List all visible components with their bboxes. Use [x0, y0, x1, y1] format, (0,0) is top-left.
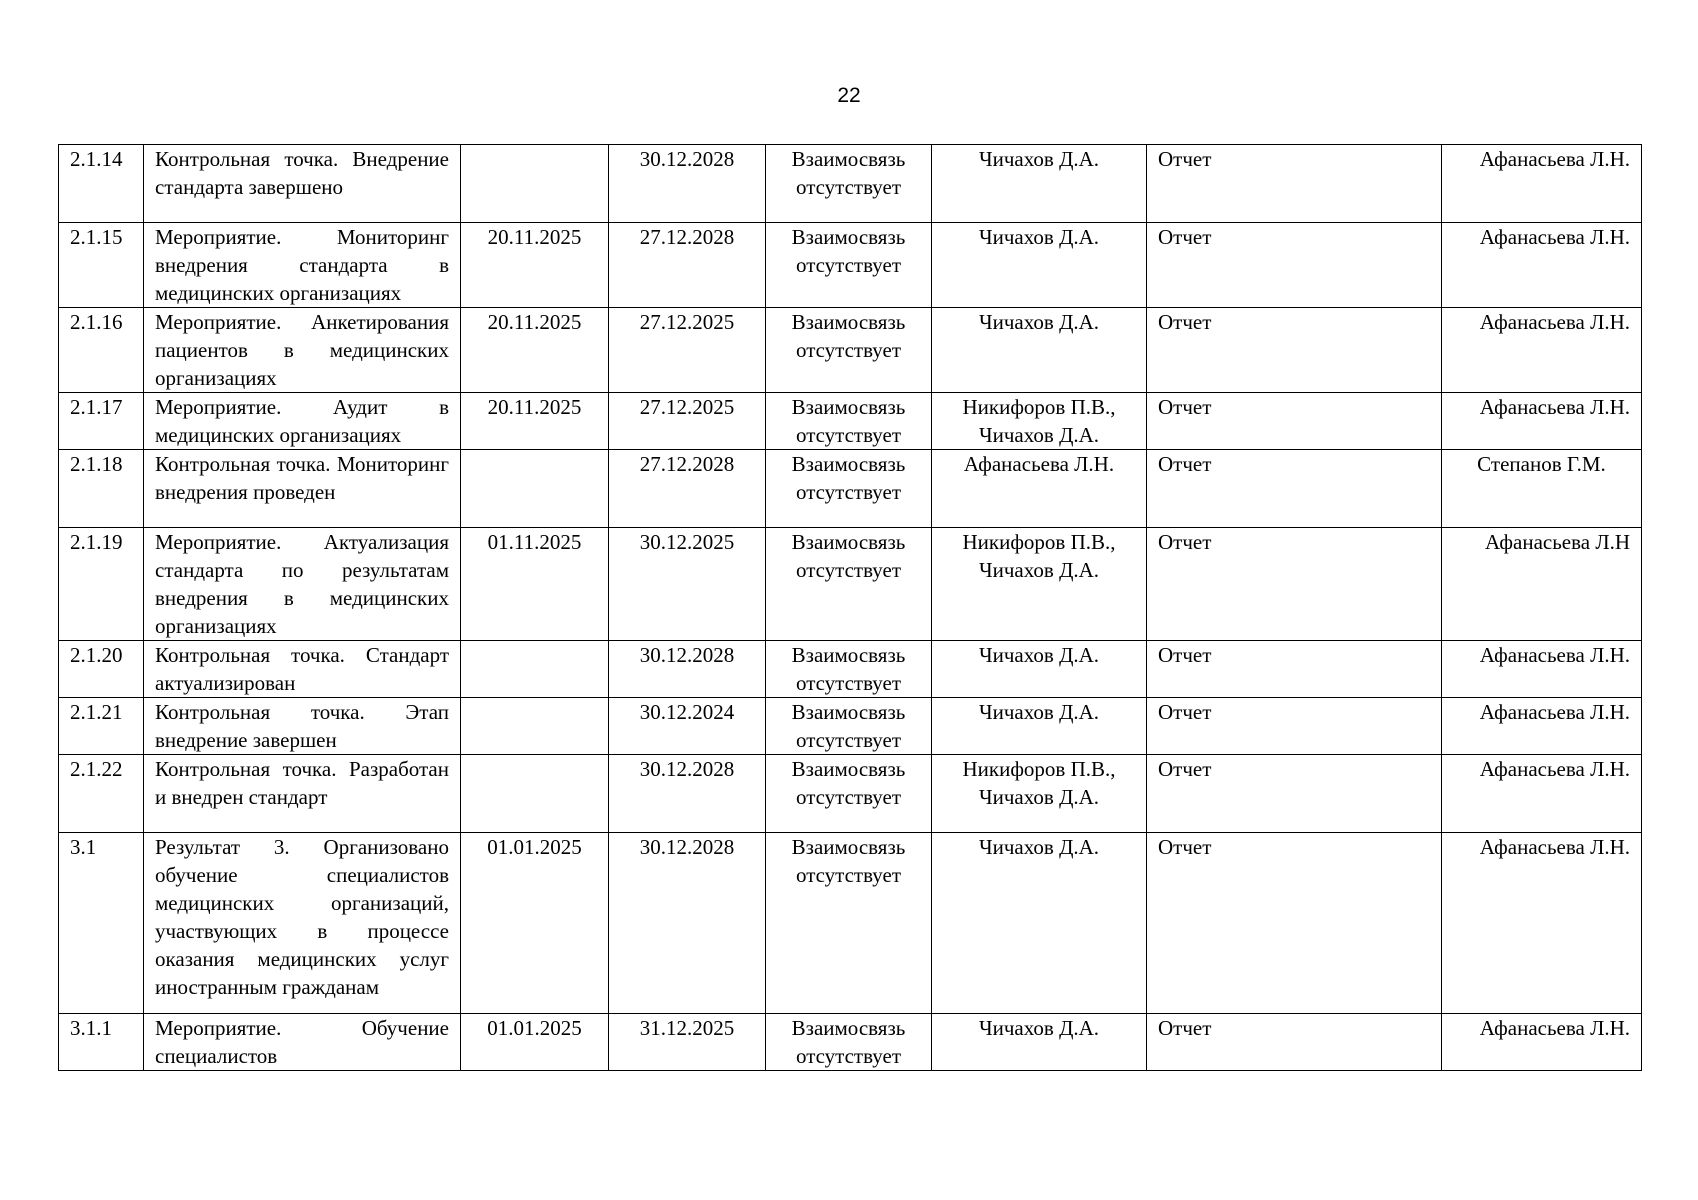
table-row: [59, 308, 1642, 393]
event-name-cell: Мероприятие. Аудит в медицинских организациях: [144, 393, 461, 450]
responsible-cell: Чичахов Д.А.: [932, 308, 1147, 393]
document-type-cell: Отчет: [1147, 698, 1442, 755]
responsible-cell: Никифоров П.В., Чичахов Д.А.: [932, 755, 1147, 833]
controller-cell: Афанасьева Л.Н.: [1442, 755, 1642, 833]
controller-cell: Афанасьева Л.Н.: [1442, 641, 1642, 698]
start-date-cell: [461, 145, 609, 223]
document-type-cell: Отчет: [1147, 223, 1442, 308]
row-number-cell: 2.1.16: [59, 308, 144, 393]
start-date-cell: [461, 641, 609, 698]
controller-cell: Степанов Г.М.: [1442, 450, 1642, 528]
document-type-cell: Отчет: [1147, 450, 1442, 528]
controller-cell: Афанасьева Л.Н.: [1442, 393, 1642, 450]
relationship-cell: Взаимосвязь отсутствует: [766, 1014, 932, 1071]
controller-cell: Афанасьева Л.Н: [1442, 528, 1642, 641]
responsible-cell: Чичахов Д.А.: [932, 223, 1147, 308]
document-type-cell: Отчет: [1147, 755, 1442, 833]
start-date-cell: [461, 755, 609, 833]
responsible-cell: Чичахов Д.А.: [932, 1014, 1147, 1071]
end-date-cell: 30.12.2025: [609, 528, 766, 641]
plan-table-body: [59, 145, 1642, 1071]
event-name-cell: Результат 3. Организовано обучение специалистов медицинских организаций, участвующих в процессе оказания медицинских услуг иностранным гражданам: [144, 833, 461, 1014]
start-date-cell: 01.01.2025: [461, 833, 609, 1014]
relationship-cell: Взаимосвязь отсутствует: [766, 641, 932, 698]
document-type-cell: Отчет: [1147, 145, 1442, 223]
responsible-cell: Афанасьева Л.Н.: [932, 450, 1147, 528]
responsible-cell: Чичахов Д.А.: [932, 145, 1147, 223]
table-row: [59, 223, 1642, 308]
end-date-cell: 30.12.2028: [609, 641, 766, 698]
responsible-cell: Никифоров П.В., Чичахов Д.А.: [932, 528, 1147, 641]
responsible-cell: Чичахов Д.А.: [932, 641, 1147, 698]
event-name-cell: Контрольная точка. Разработан и внедрен стандарт: [144, 755, 461, 833]
end-date-cell: 31.12.2025: [609, 1014, 766, 1071]
end-date-cell: 27.12.2028: [609, 223, 766, 308]
row-number-cell: 2.1.17: [59, 393, 144, 450]
relationship-cell: Взаимосвязь отсутствует: [766, 393, 932, 450]
start-date-cell: [461, 698, 609, 755]
start-date-cell: 01.01.2025: [461, 1014, 609, 1071]
controller-cell: Афанасьева Л.Н.: [1442, 833, 1642, 1014]
relationship-cell: Взаимосвязь отсутствует: [766, 833, 932, 1014]
controller-cell: Афанасьева Л.Н.: [1442, 308, 1642, 393]
table-row: [59, 755, 1642, 833]
start-date-cell: 20.11.2025: [461, 308, 609, 393]
document-type-cell: Отчет: [1147, 833, 1442, 1014]
table-row: [59, 393, 1642, 450]
end-date-cell: 30.12.2028: [609, 145, 766, 223]
controller-cell: Афанасьева Л.Н.: [1442, 223, 1642, 308]
relationship-cell: Взаимосвязь отсутствует: [766, 145, 932, 223]
event-name-cell: Контрольная точка. Этап внедрение завершен: [144, 698, 461, 755]
responsible-cell: Никифоров П.В., Чичахов Д.А.: [932, 393, 1147, 450]
document-type-cell: Отчет: [1147, 641, 1442, 698]
page-number: 22: [837, 84, 861, 107]
event-name-cell: Мероприятие. Обучение специалистов: [144, 1014, 461, 1071]
end-date-cell: 27.12.2025: [609, 393, 766, 450]
row-number-cell: 2.1.14: [59, 145, 144, 223]
end-date-cell: 30.12.2024: [609, 698, 766, 755]
row-number-cell: 3.1.1: [59, 1014, 144, 1071]
event-name-cell: Контрольная точка. Стандарт актуализирован: [144, 641, 461, 698]
end-date-cell: 27.12.2028: [609, 450, 766, 528]
table-row: [59, 833, 1642, 1014]
end-date-cell: 27.12.2025: [609, 308, 766, 393]
event-name-cell: Контрольная точка. Внедрение стандарта завершено: [144, 145, 461, 223]
table-row: [59, 698, 1642, 755]
controller-cell: Афанасьева Л.Н.: [1442, 698, 1642, 755]
row-number-cell: 2.1.22: [59, 755, 144, 833]
end-date-cell: 30.12.2028: [609, 833, 766, 1014]
start-date-cell: 01.11.2025: [461, 528, 609, 641]
relationship-cell: Взаимосвязь отсутствует: [766, 528, 932, 641]
relationship-cell: Взаимосвязь отсутствует: [766, 698, 932, 755]
row-number-cell: 2.1.21: [59, 698, 144, 755]
relationship-cell: Взаимосвязь отсутствует: [766, 450, 932, 528]
row-number-cell: 3.1: [59, 833, 144, 1014]
table-row: [59, 450, 1642, 528]
event-name-cell: Контрольная точка. Мониторинг внедрения проведен: [144, 450, 461, 528]
table-row: [59, 145, 1642, 223]
end-date-cell: 30.12.2028: [609, 755, 766, 833]
table-row: [59, 528, 1642, 641]
document-type-cell: Отчет: [1147, 308, 1442, 393]
event-name-cell: Мероприятие. Анкетирования пациентов в медицинских организациях: [144, 308, 461, 393]
responsible-cell: Чичахов Д.А.: [932, 698, 1147, 755]
start-date-cell: 20.11.2025: [461, 393, 609, 450]
row-number-cell: 2.1.18: [59, 450, 144, 528]
responsible-cell: Чичахов Д.А.: [932, 833, 1147, 1014]
table-row: [59, 641, 1642, 698]
document-type-cell: Отчет: [1147, 1014, 1442, 1071]
start-date-cell: 20.11.2025: [461, 223, 609, 308]
controller-cell: Афанасьева Л.Н.: [1442, 145, 1642, 223]
controller-cell: Афанасьева Л.Н.: [1442, 1014, 1642, 1071]
relationship-cell: Взаимосвязь отсутствует: [766, 308, 932, 393]
document-type-cell: Отчет: [1147, 528, 1442, 641]
relationship-cell: Взаимосвязь отсутствует: [766, 223, 932, 308]
start-date-cell: [461, 450, 609, 528]
row-number-cell: 2.1.20: [59, 641, 144, 698]
event-name-cell: Мероприятие. Актуализация стандарта по результатам внедрения в медицинских организациях: [144, 528, 461, 641]
event-name-cell: Мероприятие. Мониторинг внедрения стандарта в медицинских организациях: [144, 223, 461, 308]
row-number-cell: 2.1.15: [59, 223, 144, 308]
relationship-cell: Взаимосвязь отсутствует: [766, 755, 932, 833]
row-number-cell: 2.1.19: [59, 528, 144, 641]
document-type-cell: Отчет: [1147, 393, 1442, 450]
table-row: [59, 1014, 1642, 1071]
plan-table: [58, 144, 1642, 1071]
